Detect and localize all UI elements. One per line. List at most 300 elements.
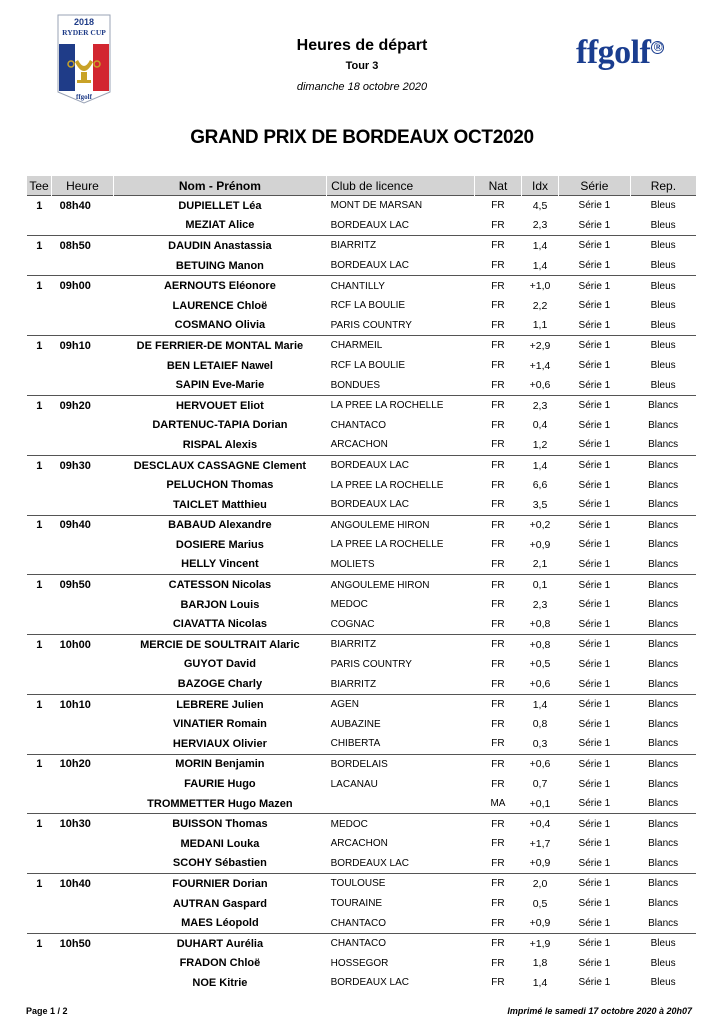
time-cell	[52, 954, 114, 974]
nat-cell: FR	[491, 300, 505, 312]
club-cell: LACANAU	[330, 778, 378, 790]
tee-color-cell: Blancs	[648, 917, 679, 929]
nat-cell: MA	[490, 798, 506, 810]
table-row	[27, 814, 696, 834]
serie-cell: Série 1	[558, 694, 630, 714]
nat-cell: FR	[474, 814, 521, 834]
col-header-time: Heure	[52, 176, 114, 196]
index-cell: +0,6	[522, 754, 559, 774]
serie-cell: Série 1	[558, 814, 630, 834]
index-cell: +1,9	[522, 933, 559, 953]
serie-cell: Série 1	[578, 558, 611, 570]
tee-cell	[27, 894, 52, 914]
nat-cell: FR	[491, 957, 505, 969]
club-cell: CHANTACO	[330, 917, 386, 929]
table-header-row	[27, 176, 696, 196]
nat-cell: FR	[491, 319, 505, 331]
event-title: GRAND PRIX DE BORDEAUX OCT2020	[190, 127, 534, 148]
index-cell: 2,3	[522, 395, 559, 415]
club-cell: ANGOULEME HIRON	[327, 575, 475, 595]
tee-color-cell: Blancs	[648, 439, 679, 451]
table-row	[27, 435, 696, 455]
tee-cell: 1	[27, 395, 52, 415]
nat-cell: FR	[474, 635, 521, 655]
tee-color-cell: Bleus	[630, 236, 696, 256]
time-cell	[52, 655, 114, 675]
table-body	[27, 196, 696, 993]
time-cell	[52, 973, 114, 993]
tee-color-cell: Blancs	[648, 798, 679, 810]
tee-color-cell: Blancs	[630, 515, 696, 535]
time-cell: 10h20	[52, 754, 114, 774]
tee-color-cell: Blancs	[630, 754, 696, 774]
tee-color-cell: Blancs	[648, 738, 679, 750]
table-row	[27, 575, 696, 595]
tee-cell	[27, 475, 52, 495]
col-header-nat: Nat	[474, 176, 521, 196]
club-cell: TOURAINE	[330, 898, 383, 910]
player-name: DOSIERE Marius	[175, 538, 264, 551]
table-row	[27, 455, 696, 475]
time-cell	[52, 614, 114, 634]
time-cell	[52, 714, 114, 734]
club-cell: ARCACHON	[330, 838, 388, 850]
club-cell: BORDEAUX LAC	[330, 857, 409, 869]
club-cell: RCF LA BOULIE	[330, 360, 406, 372]
tee-cell	[27, 794, 52, 814]
table-row	[27, 933, 696, 953]
time-cell	[52, 475, 114, 495]
nat-cell: FR	[491, 419, 505, 431]
table-row	[27, 276, 696, 296]
club-cell: AUBAZINE	[330, 718, 381, 730]
nat-cell: FR	[474, 874, 521, 894]
serie-cell: Série 1	[578, 798, 611, 810]
tee-cell: 1	[27, 814, 52, 834]
club-cell: MONT DE MARSAN	[327, 196, 475, 216]
index-cell: +0,1	[529, 797, 551, 810]
player-name: HELLY Vincent	[181, 558, 259, 571]
player-name: RISPAL Alexis	[182, 438, 258, 451]
tee-cell	[27, 495, 52, 515]
index-cell: +0,2	[522, 515, 559, 535]
col-header-name: Nom - Prénom	[113, 176, 326, 196]
tee-color-cell: Bleus	[630, 196, 696, 216]
club-cell: RCF LA BOULIE	[330, 300, 406, 312]
table-row	[27, 236, 696, 256]
player-name: VINATIER Romain	[172, 718, 267, 731]
index-cell: 0,1	[522, 575, 559, 595]
nat-cell: FR	[491, 499, 505, 511]
table-row	[27, 894, 696, 914]
tee-cell: 1	[27, 694, 52, 714]
nat-cell: FR	[491, 917, 505, 929]
tee-color-cell: Blancs	[648, 499, 679, 511]
tee-color-cell: Bleus	[650, 319, 676, 331]
table-row	[27, 495, 696, 515]
index-cell: 1,4	[522, 236, 559, 256]
tee-color-cell: Blancs	[648, 838, 679, 850]
index-cell: 0,4	[532, 419, 548, 432]
player-name: FOURNIER Dorian	[113, 874, 326, 894]
table-row	[27, 635, 696, 655]
serie-cell: Série 1	[578, 917, 611, 929]
time-cell	[52, 296, 114, 316]
nat-cell: FR	[491, 260, 505, 272]
club-cell	[327, 794, 475, 814]
nat-cell: FR	[474, 395, 521, 415]
player-name: LEBRERE Julien	[113, 694, 326, 714]
page-number: Page 1 / 2	[26, 1006, 68, 1016]
player-name: DE FERRIER-DE MONTAL Marie	[113, 336, 326, 356]
serie-cell: Série 1	[558, 196, 630, 216]
time-cell	[52, 435, 114, 455]
tee-color-cell: Blancs	[648, 479, 679, 491]
table-row	[27, 395, 696, 415]
player-name: HERVOUET Eliot	[113, 395, 326, 415]
tee-cell	[27, 714, 52, 734]
time-cell	[52, 794, 114, 814]
tee-cell	[27, 216, 52, 236]
table-row	[27, 555, 696, 575]
index-cell: 2,0	[522, 874, 559, 894]
tee-cell: 1	[27, 933, 52, 953]
serie-cell: Série 1	[578, 260, 611, 272]
player-name: FRADON Chloë	[179, 957, 261, 970]
club-cell: LA PREE LA ROCHELLE	[327, 395, 475, 415]
serie-cell: Série 1	[558, 874, 630, 894]
serie-cell: Série 1	[578, 539, 611, 551]
tee-cell: 1	[27, 236, 52, 256]
player-name: MAES Léopold	[181, 917, 259, 930]
table-row	[27, 356, 696, 376]
index-cell: 1,4	[532, 259, 548, 272]
table-row	[27, 256, 696, 276]
serie-cell: Série 1	[578, 479, 611, 491]
serie-cell: Série 1	[558, 933, 630, 953]
time-cell: 08h40	[52, 196, 114, 216]
time-cell	[52, 834, 114, 854]
time-cell: 10h40	[52, 874, 114, 894]
player-name: BAZOGE Charly	[177, 678, 263, 691]
serie-cell: Série 1	[558, 336, 630, 356]
tee-cell	[27, 834, 52, 854]
tee-color-cell: Blancs	[648, 618, 679, 630]
nat-cell: FR	[491, 360, 505, 372]
club-cell: BORDEAUX LAC	[327, 455, 475, 475]
index-cell: +1,7	[529, 837, 551, 850]
player-name: TROMMETTER Hugo Mazen	[147, 797, 293, 810]
time-cell	[52, 535, 114, 555]
round-label: Tour 3	[345, 60, 379, 72]
tee-cell	[27, 913, 52, 933]
serie-cell: Série 1	[558, 515, 630, 535]
serie-cell: Série 1	[578, 219, 611, 231]
tee-cell	[27, 973, 52, 993]
tee-color-cell: Blancs	[648, 539, 679, 551]
player-name: DARTENUC-TAPIA Dorian	[152, 419, 288, 432]
tee-color-cell: Blancs	[648, 678, 679, 690]
index-cell: 2,2	[532, 299, 548, 312]
player-name: COSMANO Olivia	[174, 319, 266, 332]
player-name: SCOHY Sébastien	[172, 857, 267, 870]
index-cell: +0,4	[522, 814, 559, 834]
tee-cell	[27, 535, 52, 555]
col-header-tee: Tee	[27, 176, 52, 196]
tee-color-cell: Bleus	[650, 260, 676, 272]
player-name: MEZIAT Alice	[185, 219, 255, 232]
tee-color-cell: Blancs	[630, 575, 696, 595]
time-cell: 10h00	[52, 635, 114, 655]
index-cell: 4,5	[522, 196, 559, 216]
ffgolf-logo-text: ffgolf	[576, 34, 651, 71]
serie-cell: Série 1	[578, 977, 611, 989]
serie-cell: Série 1	[578, 300, 611, 312]
tee-color-cell: Bleus	[630, 336, 696, 356]
nat-cell: FR	[491, 857, 505, 869]
tee-color-cell: Blancs	[648, 599, 679, 611]
tee-cell: 1	[27, 196, 52, 216]
player-name: BETUING Manon	[175, 259, 264, 272]
club-cell: BIARRITZ	[327, 635, 475, 655]
time-cell: 09h20	[52, 395, 114, 415]
tee-color-cell: Blancs	[648, 898, 679, 910]
index-cell: 2,3	[532, 219, 548, 232]
time-cell	[52, 854, 114, 874]
player-name: DUHART Aurélia	[113, 933, 326, 953]
time-cell	[52, 356, 114, 376]
time-cell	[52, 375, 114, 395]
table-row	[27, 913, 696, 933]
tee-cell	[27, 256, 52, 276]
nat-cell: FR	[474, 754, 521, 774]
club-cell: BONDUES	[330, 379, 381, 391]
nat-cell: FR	[491, 778, 505, 790]
tee-cell: 1	[27, 276, 52, 296]
tee-cell	[27, 375, 52, 395]
tee-color-cell: Blancs	[630, 694, 696, 714]
tee-color-cell: Bleus	[650, 957, 676, 969]
table-row	[27, 316, 696, 336]
serie-cell: Série 1	[578, 838, 611, 850]
serie-cell: Série 1	[578, 379, 611, 391]
tee-cell: 1	[27, 336, 52, 356]
club-cell: TOULOUSE	[327, 874, 475, 894]
club-cell: AGEN	[327, 694, 475, 714]
club-cell: LA PREE LA ROCHELLE	[330, 539, 444, 551]
nat-cell: FR	[474, 694, 521, 714]
tee-cell	[27, 674, 52, 694]
serie-cell: Série 1	[558, 575, 630, 595]
player-name: AUTRAN Gaspard	[172, 897, 267, 910]
nat-cell: FR	[474, 933, 521, 953]
serie-cell: Série 1	[578, 419, 611, 431]
nat-cell: FR	[491, 838, 505, 850]
player-name: SAPIN Eve-Marie	[175, 379, 265, 392]
index-cell: 0,3	[532, 737, 548, 750]
tee-cell	[27, 555, 52, 575]
tee-cell	[27, 416, 52, 436]
nat-cell: FR	[491, 678, 505, 690]
time-cell	[52, 734, 114, 754]
table-row	[27, 734, 696, 754]
logo-sub: ffgolf	[76, 93, 92, 101]
tee-color-cell: Blancs	[648, 658, 679, 670]
time-cell	[52, 595, 114, 615]
index-cell: 2,3	[532, 598, 548, 611]
index-cell: 2,1	[532, 558, 548, 571]
table-row	[27, 954, 696, 974]
index-cell: 1,4	[522, 455, 559, 475]
table-row	[27, 296, 696, 316]
table-row	[27, 854, 696, 874]
table-row	[27, 535, 696, 555]
club-cell: LA PREE LA ROCHELLE	[330, 479, 444, 491]
nat-cell: FR	[491, 219, 505, 231]
index-cell: 1,4	[532, 976, 548, 989]
player-name: AERNOUTS Eléonore	[113, 276, 326, 296]
serie-cell: Série 1	[578, 599, 611, 611]
logo-name: RYDER CUP	[62, 28, 106, 37]
tee-color-cell: Blancs	[630, 455, 696, 475]
serie-cell: Série 1	[558, 395, 630, 415]
time-cell: 09h40	[52, 515, 114, 535]
date-label: dimanche 18 octobre 2020	[296, 81, 428, 93]
table-row	[27, 714, 696, 734]
nat-cell: FR	[491, 618, 505, 630]
tee-cell	[27, 595, 52, 615]
nat-cell: FR	[491, 898, 505, 910]
player-name: LAURENCE Chloë	[172, 299, 268, 312]
club-cell: BORDELAIS	[327, 754, 475, 774]
club-cell: CHANTACO	[330, 419, 386, 431]
index-cell: 6,6	[532, 479, 548, 492]
serie-cell: Série 1	[578, 658, 611, 670]
nat-cell: FR	[491, 439, 505, 451]
tee-color-cell: Bleus	[650, 219, 676, 231]
table-row	[27, 336, 696, 356]
player-name: DUPIELLET Léa	[113, 196, 326, 216]
table-row	[27, 515, 696, 535]
index-cell: 1,2	[532, 438, 548, 451]
club-cell: BORDEAUX LAC	[330, 260, 409, 272]
player-name: NOE Kitrie	[192, 976, 248, 989]
index-cell: 1,1	[532, 319, 548, 332]
tee-color-cell: Blancs	[630, 874, 696, 894]
player-name: BEN LETAIEF Nawel	[166, 359, 273, 372]
player-name: DAUDIN Anastassia	[113, 236, 326, 256]
page-title: Heures de départ	[296, 37, 428, 54]
club-cell: ANGOULEME HIRON	[327, 515, 475, 535]
registered-icon: ®	[651, 41, 664, 54]
nat-cell: FR	[474, 196, 521, 216]
index-cell: +0,9	[529, 917, 551, 930]
table-row	[27, 834, 696, 854]
index-cell: +0,6	[529, 379, 551, 392]
tee-cell	[27, 614, 52, 634]
club-cell: MEDOC	[327, 814, 475, 834]
time-cell	[52, 674, 114, 694]
nat-cell: FR	[491, 718, 505, 730]
time-cell: 09h10	[52, 336, 114, 356]
nat-cell: FR	[491, 599, 505, 611]
print-timestamp: Imprimé le samedi 17 octobre 2020 à 20h07	[507, 1006, 692, 1016]
index-cell: +2,9	[522, 336, 559, 356]
col-header-rep: Rep.	[630, 176, 696, 196]
index-cell: 3,5	[532, 498, 548, 511]
serie-cell: Série 1	[578, 898, 611, 910]
tee-cell: 1	[27, 575, 52, 595]
tee-color-cell: Blancs	[630, 635, 696, 655]
tee-cell	[27, 774, 52, 794]
index-cell: +0,5	[529, 658, 551, 671]
index-cell: +0,9	[529, 538, 551, 551]
index-cell: 0,7	[532, 778, 548, 791]
nat-cell: FR	[474, 455, 521, 475]
serie-cell: Série 1	[578, 360, 611, 372]
index-cell: +1,4	[529, 359, 551, 372]
nat-cell: FR	[491, 738, 505, 750]
serie-cell: Série 1	[578, 439, 611, 451]
table-row	[27, 694, 696, 714]
tee-color-cell: Bleus	[650, 977, 676, 989]
time-cell	[52, 774, 114, 794]
time-cell	[52, 913, 114, 933]
nat-cell: FR	[474, 336, 521, 356]
time-cell	[52, 256, 114, 276]
player-name: MERCIE DE SOULTRAIT Alaric	[113, 635, 326, 655]
player-name: DESCLAUX CASSAGNE Clement	[113, 455, 326, 475]
col-header-idx: Idx	[522, 176, 559, 196]
player-name: MORIN Benjamin	[113, 754, 326, 774]
serie-cell: Série 1	[578, 319, 611, 331]
club-cell: CHARMEIL	[327, 336, 475, 356]
serie-cell: Série 1	[558, 236, 630, 256]
table-row	[27, 216, 696, 236]
nat-cell: FR	[474, 276, 521, 296]
tee-cell	[27, 954, 52, 974]
club-cell: BORDEAUX LAC	[330, 499, 409, 511]
tee-color-cell: Bleus	[650, 360, 676, 372]
table-row	[27, 614, 696, 634]
index-cell: +0,8	[529, 618, 551, 631]
time-cell	[52, 894, 114, 914]
club-cell: CHANTILLY	[327, 276, 475, 296]
serie-cell: Série 1	[558, 276, 630, 296]
club-cell: COGNAC	[330, 618, 375, 630]
player-name: PELUCHON Thomas	[166, 479, 274, 492]
time-cell	[52, 416, 114, 436]
tee-cell	[27, 296, 52, 316]
tee-color-cell: Bleus	[650, 300, 676, 312]
tee-cell	[27, 734, 52, 754]
serie-cell: Série 1	[578, 778, 611, 790]
player-name: HERVIAUX Olivier	[172, 737, 267, 750]
tee-cell	[27, 435, 52, 455]
club-cell: BORDEAUX LAC	[330, 977, 409, 989]
tee-color-cell: Blancs	[648, 419, 679, 431]
table-row	[27, 595, 696, 615]
table-row	[27, 774, 696, 794]
club-cell: CHANTACO	[327, 933, 475, 953]
player-name: FAURIE Hugo	[184, 778, 256, 791]
nat-cell: FR	[474, 236, 521, 256]
nat-cell: FR	[491, 379, 505, 391]
player-name: MEDANI Louka	[180, 837, 260, 850]
serie-cell: Série 1	[578, 678, 611, 690]
nat-cell: FR	[474, 515, 521, 535]
index-cell: 0,8	[532, 718, 548, 731]
